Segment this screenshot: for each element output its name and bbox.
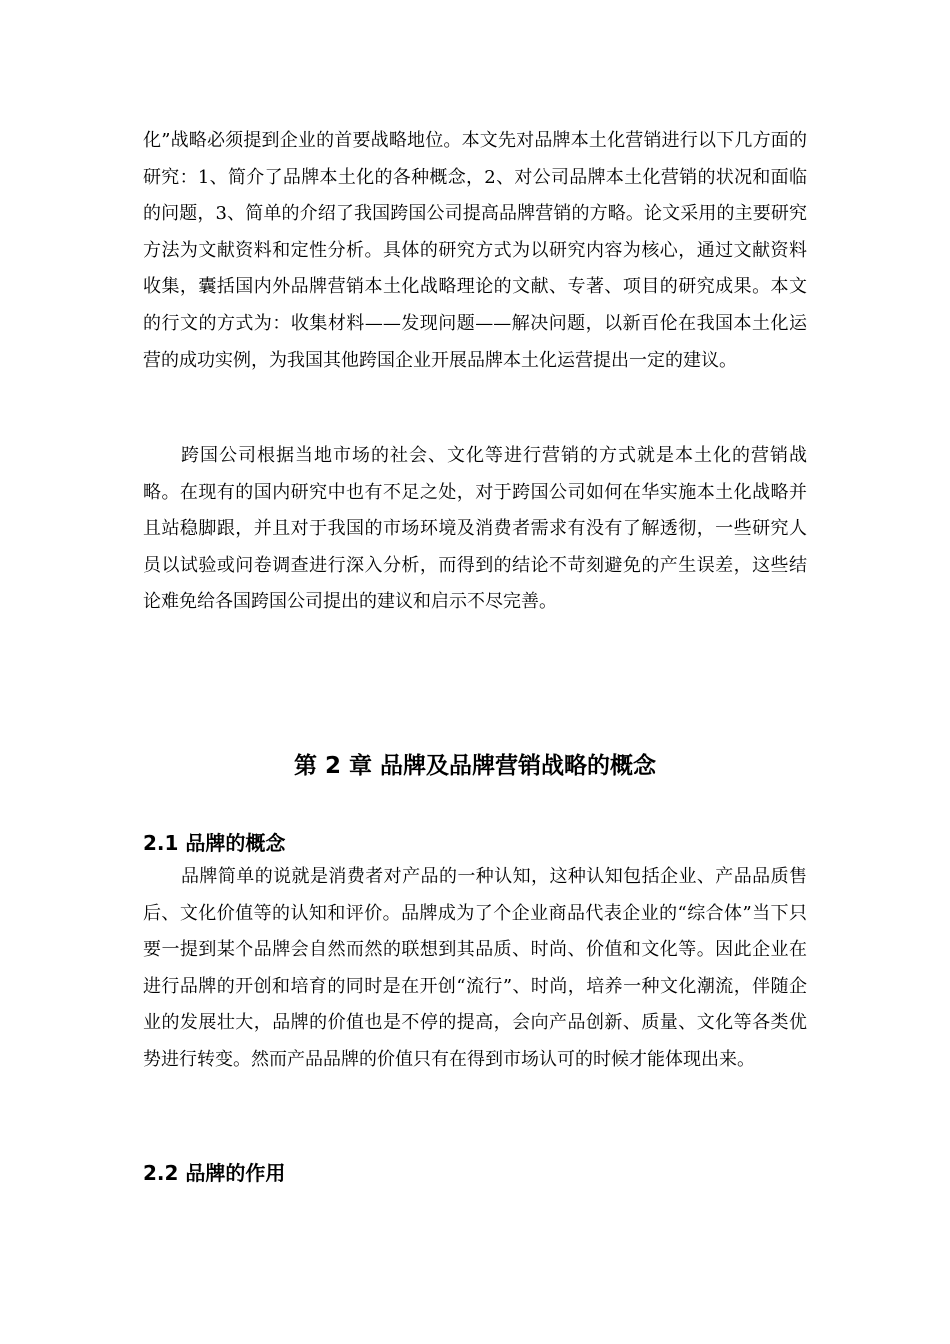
chapter-title: 第 2 章 品牌及品牌营销战略的概念 [293,753,657,779]
body-paragraph: 跨国公司根据当地市场的社会、文化等进行营销的方式就是本土化的营销战略。在现有的国内研究中也有不足之处，对于跨国公司如何在华实施本土化战略并且站稳脚跟，并且对于我国的市场环境及消费者需求有没有了解透彻，一些研究人员以试验或问卷调查进行深入分析，而得到的结论不苛刻避免的产生误差，这些结论难免给各国跨国公司提出的建议和启示不尽完善。 [143,445,807,613]
section-heading: 2.1 品牌的概念 [143,831,286,855]
body-paragraph: 品牌简单的说就是消费者对产品的一种认知，这种认知包括企业、产品品质售后、文化价值等的认知和评价。品牌成为了个企业商品代表企业的“综合体”当下只要一提到某个品牌会自然而然的联想到其品质、时尚、价值和文化等。因此企业在进行品牌的开创和培育的同时是在开创“流行”、时尚，培养一种文化潮流，伴随企业的发展壮大，品牌的价值也是不停的提高，会向产品创新、质量、文化等各类优势进行转变。然而产品品牌的价值只有在得到市场认可的时候才能体现出来。 [143,866,807,1070]
section-heading: 2.2 品牌的作用 [143,1161,286,1185]
body-paragraph: 化”战略必须提到企业的首要战略地位。本文先对品牌本土化营销进行以下几方面的研究：1、简介了品牌本土化的各种概念，2、对公司品牌本土化营销的状况和面临的问题，3、简单的介绍了我国跨国公司提高品牌营销的方略。论文采用的主要研究方法为文献资料和定性分析。具体的研究方式为以研究内容为核心，通过文献资料收集，囊括国内外品牌营销本土化战略理论的文献、专著、项目的研究成果。本文的行文的方式为：收集材料——发现问题——解决问题，以新百伦在我国本土化运营的成功实例，为我国其他跨国企业开展品牌本土化运营提出一定的建议。 [143,130,807,371]
